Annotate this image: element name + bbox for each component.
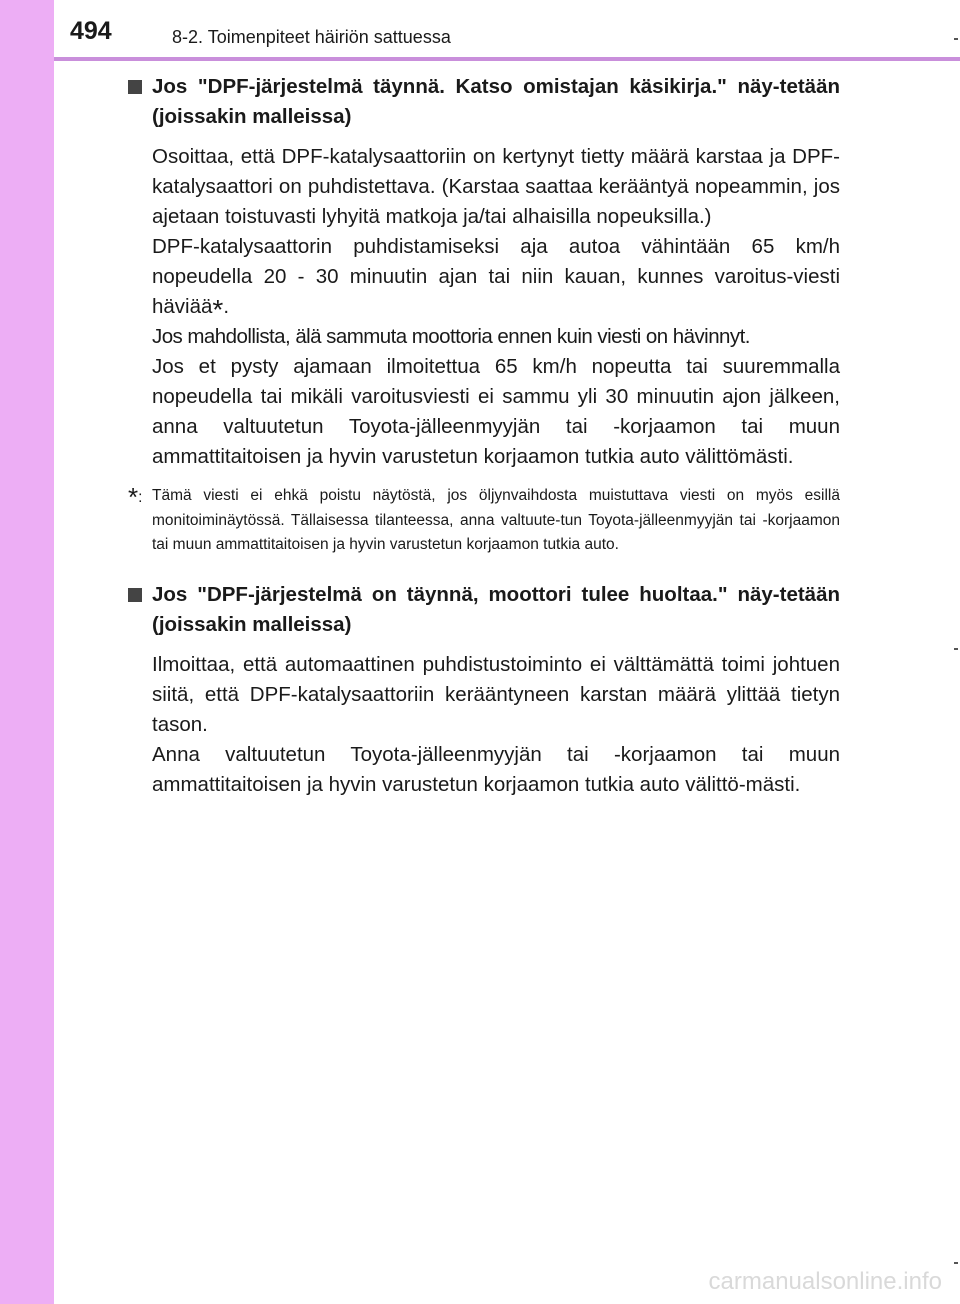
- section-dpf-service: [120, 580, 840, 800]
- footnote-text: Tämä viesti ei ehkä poistu näytöstä, jos öljynvaihdosta muistuttava viesti on myös esillä monitoiminäytössä. Tällaisessa tilanteessa, anna valtuute-tun Toyota-jälleenmyyjän tai -korjaamon tai muun ammattitaitoisen ja hyvin varustetun korjaamon tutkia auto.: [152, 487, 840, 553]
- crop-mark: [954, 648, 958, 650]
- footnote-reference-star: *: [212, 294, 224, 325]
- crop-mark: [954, 1262, 958, 1264]
- section-heading-text: Jos "DPF-järjestelmä on täynnä, moottori tulee huoltaa." näy-tetään (joissakin malleissa): [152, 582, 840, 636]
- side-tab: [0, 0, 54, 1304]
- square-bullet-icon: [128, 80, 142, 94]
- page-number: 494: [70, 17, 112, 45]
- footnote: [120, 484, 840, 558]
- footnote-colon: :: [138, 489, 143, 506]
- crop-mark: [954, 38, 958, 40]
- paragraph-text: DPF-katalysaattorin puhdistamiseksi aja autoa vähintään 65 km/h nopeudella 20 - 30 minuutin ajan tai niin kauan, kunnes varoitus-viesti häviää: [152, 235, 840, 318]
- footnote-marker: [128, 482, 143, 512]
- section-heading: [120, 72, 840, 132]
- paragraph: DPF-katalysaattorin puhdistamiseksi aja autoa vähintään 65 km/h nopeudella 20 - 30 minuutin ajan tai niin kauan, kunnes varoitus-viesti häviää*.: [152, 235, 840, 325]
- section-heading-text: Jos "DPF-järjestelmä täynnä. Katso omistajan käsikirja." näy-tetään (joissakin malleissa): [152, 75, 840, 128]
- running-header-title: 8-2. Toimenpiteet häiriön sattuessa: [172, 27, 451, 47]
- paragraph: Jos mahdollista, älä sammuta moottoria ennen kuin viesti on hävinnyt.: [152, 325, 750, 348]
- page-content: [120, 60, 840, 800]
- section-dpf-full: [120, 72, 840, 558]
- paragraph: Ilmoittaa, että automaattinen puhdistustoiminto ei välttämättä toimi johtuen siitä, että DPF-katalysaattoriin kerääntyneen karstan määrä ylittää tietyn tason.: [152, 652, 840, 736]
- square-bullet-icon: [128, 588, 142, 602]
- watermark: carmanualsonline.info: [708, 1268, 942, 1295]
- paragraph: Osoittaa, että DPF-katalysaattoriin on kertynyt tietty määrä karstaa ja DPF-katalysaattori on puhdistettava. (Karstaa saattaa kerääntyä nopeammin, jos ajetaan toistuvasti lyhyitä matkoja ja/tai alhaisilla nopeuksilla.): [152, 145, 840, 228]
- paragraph: Anna valtuutetun Toyota-jälleenmyyjän tai -korjaamon tai muun ammattitaitoisen ja hyvin varustetun korjaamon tutkia auto välittö-mästi.: [152, 742, 840, 796]
- section-heading: [120, 580, 840, 640]
- footnote-star: *: [128, 482, 139, 512]
- paragraph: Jos et pysty ajamaan ilmoitettua 65 km/h nopeutta tai suuremmalla nopeudella tai mikäli varoitusviesti ei sammu yli 30 minuutin ajon jälkeen, anna valtuutetun Toyota-jälleenmyyjän tai -korjaamon tai muun ammattitaitoisen ja hyvin varustetun korjaamon tutkia auto välittömästi.: [152, 355, 840, 468]
